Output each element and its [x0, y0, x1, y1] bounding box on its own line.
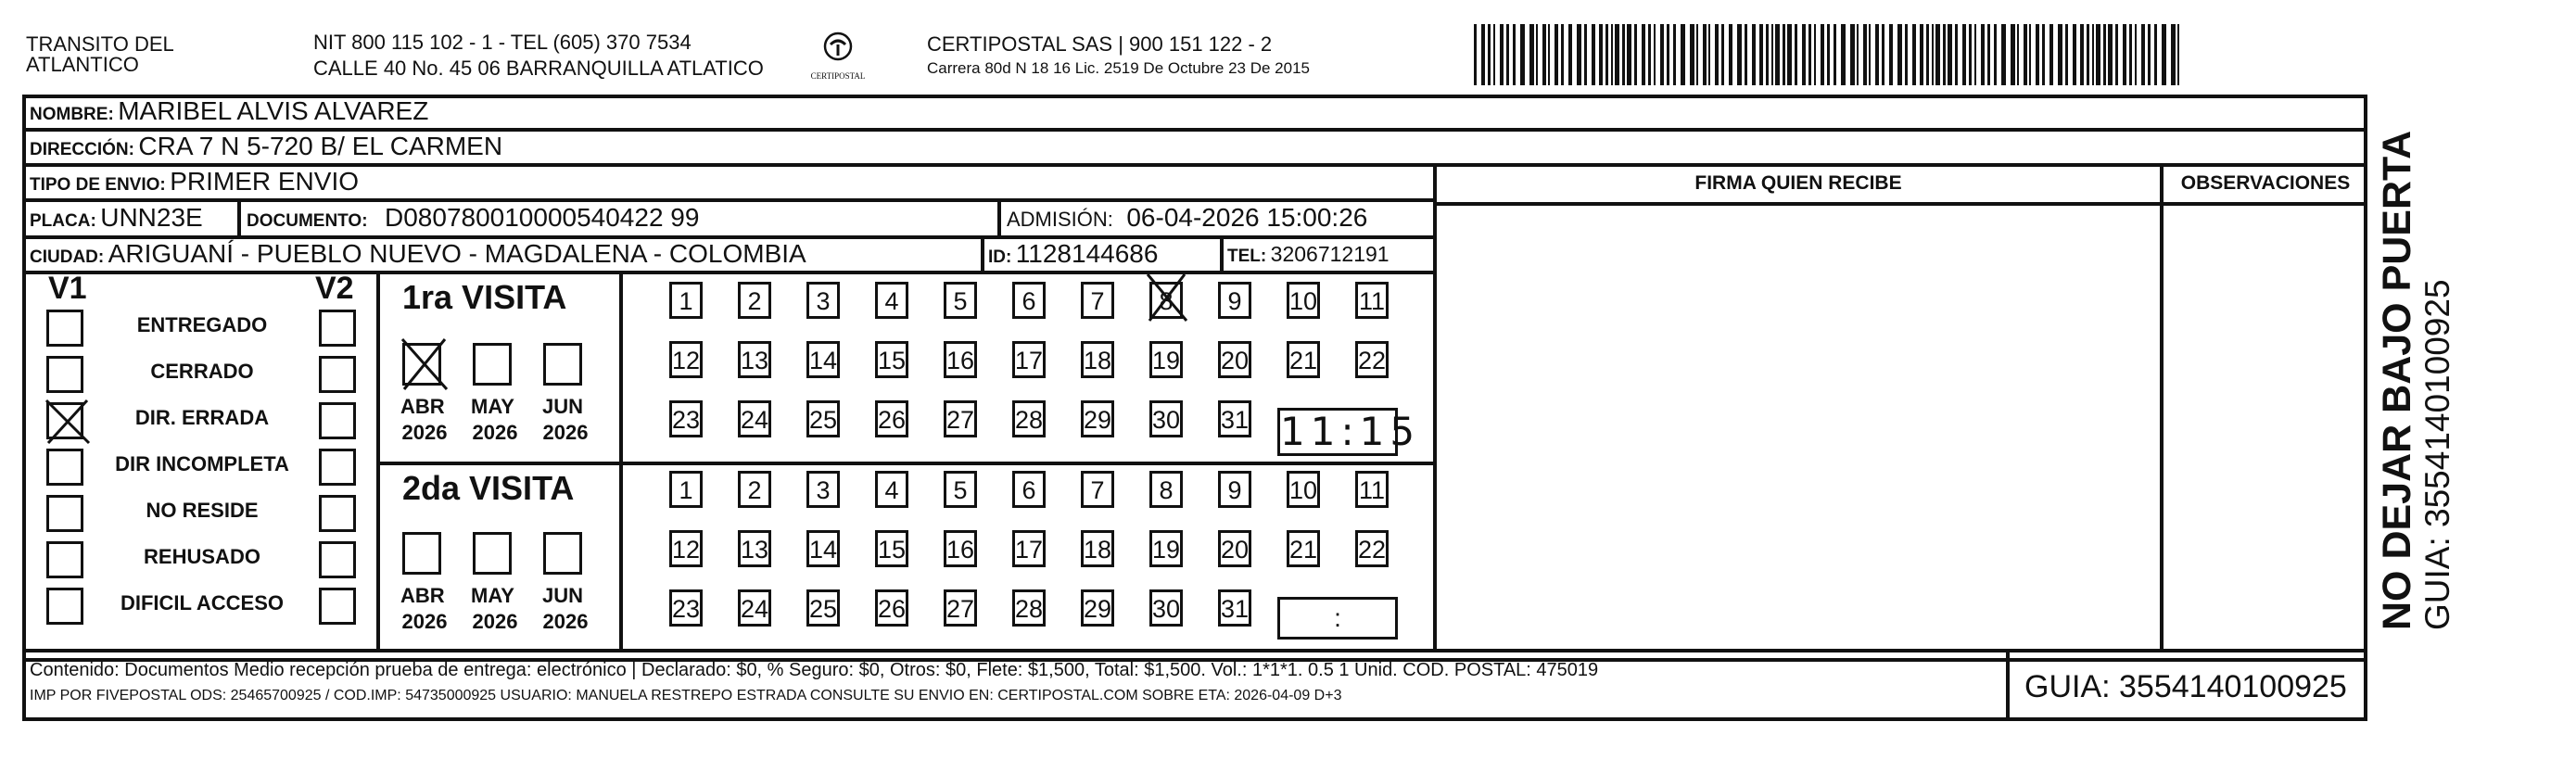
- barcode-bar: [1667, 24, 1669, 85]
- barcode-bar: [1568, 24, 1572, 85]
- day-checkbox[interactable]: 11: [1355, 471, 1389, 508]
- day-checkbox[interactable]: 9: [1218, 471, 1251, 508]
- courier-info: [927, 32, 1310, 80]
- year-label: 2026: [472, 610, 518, 633]
- day-checkbox[interactable]: 4: [875, 471, 908, 508]
- col-divider: [1220, 235, 1224, 271]
- day-checkbox[interactable]: 23: [669, 400, 703, 437]
- logo-text: CERTIPOSTAL: [810, 71, 866, 81]
- ciudad-label: CIUDAD:: [30, 247, 105, 267]
- barcode-bar: [1889, 24, 1893, 85]
- option-label: CERRADO: [150, 360, 254, 383]
- documento-value: D080780010000540422 99: [385, 203, 700, 232]
- barcode-bar: [2017, 24, 2019, 85]
- barcode-bar: [2011, 24, 2015, 85]
- barcode-bar: [1729, 24, 1732, 85]
- barcode-bar: [1703, 24, 1707, 85]
- row-divider: [1433, 202, 2367, 206]
- barcode-bar: [1708, 24, 1710, 85]
- option-label: ENTREGADO: [136, 313, 268, 336]
- barcode-bar: [2135, 24, 2137, 85]
- barcode-bar: [2024, 24, 2027, 85]
- day-checkbox[interactable]: 14: [806, 530, 840, 567]
- day-checkbox[interactable]: 24: [738, 589, 771, 627]
- day-checkbox[interactable]: 18: [1081, 530, 1114, 567]
- barcode-bar: [1802, 24, 1806, 85]
- handwritten-x-mark: [1144, 271, 1190, 324]
- second-visit-time-box[interactable]: [1277, 597, 1398, 640]
- contenido-text: Contenido: Documentos Medio recepción prueba de entrega: electrónico | Declarado: $0, % Seguro: $0, Otros: $0, Flete: $1,500, Total: $1,500. Vol.: 1*1*1. 0.5 1 Unid. COD. POSTAL: 475019: [30, 660, 1599, 680]
- option-label: NO RESIDE: [146, 499, 259, 522]
- barcode-bar: [1605, 24, 1608, 85]
- barcode-bar: [1814, 24, 1816, 85]
- barcode-bar: [1863, 24, 1867, 85]
- day-checkbox[interactable]: 19: [1149, 530, 1183, 567]
- barcode-bar: [1850, 24, 1855, 85]
- month-checkbox[interactable]: [543, 343, 582, 386]
- imp-text: IMP POR FIVEPOSTAL ODS: 25465700925 / COD.IMP: 54735000925 USUARIO: MANUELA RESTREPO ESTRADA CONSULTE SU ENVIO EN: CERTIPOSTAL.COM SOBRE ETA: 2026-04-09 D+3: [30, 688, 1342, 703]
- day-checkbox[interactable]: 24: [738, 400, 771, 437]
- barcode-bar: [1474, 24, 1477, 85]
- barcode-bar: [1912, 24, 1916, 85]
- day-checkbox[interactable]: 3: [806, 471, 840, 508]
- barcode-bar: [1737, 24, 1742, 85]
- day-checkbox[interactable]: 7: [1081, 282, 1114, 319]
- day-checkbox[interactable]: 27: [944, 589, 977, 627]
- year-label: 2026: [542, 610, 589, 633]
- firma-header: FIRMA QUIEN RECIBE: [1694, 172, 1902, 194]
- day-checkbox[interactable]: 17: [1012, 341, 1046, 378]
- admision-label: ADMISIÓN:: [1007, 208, 1113, 231]
- col-divider: [376, 271, 380, 649]
- barcode-bar: [1513, 24, 1516, 85]
- barcode-bar: [1634, 24, 1637, 85]
- day-checkbox[interactable]: 9: [1218, 282, 1251, 319]
- barcode-bar: [1771, 24, 1773, 85]
- barcode-bar: [1869, 24, 1871, 85]
- v1-checkbox[interactable]: [46, 449, 83, 486]
- courier-address: Carrera 80d N 18 16 Lic. 2519 De Octubre 23 De 2015: [927, 59, 1310, 77]
- day-checkbox[interactable]: 23: [669, 589, 703, 627]
- barcode-bar: [2103, 24, 2106, 85]
- barcode-bar: [1721, 24, 1724, 85]
- barcode-bar: [1759, 24, 1763, 85]
- side-text: [2375, 74, 2456, 630]
- v2-checkbox[interactable]: [319, 495, 356, 532]
- day-checkbox[interactable]: 13: [738, 530, 771, 567]
- tipo-envio-value: PRIMER ENVIO: [170, 167, 360, 196]
- day-checkbox[interactable]: 26: [875, 400, 908, 437]
- placa-label: PLACA:: [30, 211, 96, 231]
- barcode-bar: [1787, 24, 1792, 85]
- v2-checkbox[interactable]: [319, 449, 356, 486]
- barcode-bar: [1611, 24, 1613, 85]
- barcode-bar: [1962, 24, 1966, 85]
- barcode-bar: [2092, 24, 2094, 85]
- barcode-bar: [1690, 24, 1694, 85]
- nombre-label: NOMBRE:: [30, 105, 114, 124]
- barcode-bar: [1561, 24, 1564, 85]
- option-label: REHUSADO: [144, 545, 260, 568]
- month-label: MAY: [471, 584, 514, 607]
- day-checkbox[interactable]: 31: [1218, 400, 1251, 437]
- month-checkbox[interactable]: [473, 532, 512, 575]
- month-label: MAY: [471, 395, 514, 418]
- year-label: 2026: [472, 421, 518, 444]
- sender-company-line-2: ATLANTICO: [26, 53, 139, 76]
- day-checkbox[interactable]: 12: [669, 341, 703, 378]
- day-checkbox[interactable]: 30: [1149, 589, 1183, 627]
- barcode-bar: [1834, 24, 1836, 85]
- tel-label: TEL:: [1227, 247, 1267, 266]
- handwritten-x-mark: [399, 336, 450, 393]
- barcode-bar: [1935, 24, 1940, 85]
- day-checkbox[interactable]: 10: [1287, 471, 1320, 508]
- v2-checkbox[interactable]: [319, 310, 356, 347]
- col-divider: [1433, 163, 1437, 652]
- barcode-bar: [1766, 24, 1769, 85]
- documento-field: [247, 201, 699, 239]
- barcode-bar: [1882, 24, 1884, 85]
- placa-field: [30, 201, 203, 239]
- day-checkbox[interactable]: 5: [944, 471, 977, 508]
- v1-checkbox[interactable]: [46, 356, 83, 393]
- barcode-bar: [1857, 24, 1859, 85]
- barcode-bar: [2058, 24, 2062, 85]
- v2-checkbox[interactable]: [319, 402, 356, 439]
- barcode-bar: [2042, 24, 2045, 85]
- second-visit-title: 2da VISITA: [402, 469, 575, 507]
- barcode-bar: [2115, 24, 2118, 85]
- v1-checkbox[interactable]: [46, 588, 83, 625]
- second-visit-time: :: [1334, 603, 1341, 632]
- admision-field: [1007, 201, 1367, 239]
- day-checkbox[interactable]: 10: [1287, 282, 1320, 319]
- day-checkbox[interactable]: 2: [738, 282, 771, 319]
- barcode-bar: [1987, 24, 1990, 85]
- day-checkbox[interactable]: 2: [738, 471, 771, 508]
- day-checkbox[interactable]: 29: [1081, 589, 1114, 627]
- day-checkbox[interactable]: 1: [669, 282, 703, 319]
- ciudad-value: ARIGUANÍ - PUEBLO NUEVO - MAGDALENA - COLOMBIA: [108, 239, 806, 268]
- day-checkbox[interactable]: 17: [1012, 530, 1046, 567]
- direccion-value: CRA 7 N 5-720 B/ EL CARMEN: [138, 132, 503, 160]
- first-visit-time: 11:15: [1280, 409, 1421, 454]
- barcode-bar: [2065, 24, 2068, 85]
- day-checkbox[interactable]: 21: [1287, 530, 1320, 567]
- id-label: ID:: [988, 247, 1012, 267]
- day-checkbox[interactable]: 13: [738, 341, 771, 378]
- barcode-bar: [1529, 24, 1534, 85]
- col-divider: [2160, 163, 2164, 652]
- v2-header: V2: [315, 271, 354, 306]
- month-label: ABR: [400, 584, 445, 607]
- day-checkbox[interactable]: 15: [875, 530, 908, 567]
- barcode-bar: [1875, 24, 1879, 85]
- month-label: JUN: [541, 395, 583, 418]
- v1-checkbox[interactable]: [46, 310, 83, 347]
- barcode-bar: [2129, 24, 2132, 85]
- first-visit-title: 1ra VISITA: [402, 278, 567, 316]
- v2-checkbox[interactable]: [319, 541, 356, 578]
- direccion-field: [30, 130, 502, 168]
- day-checkbox[interactable]: 6: [1012, 282, 1046, 319]
- barcode-bar: [1994, 24, 1997, 85]
- barcode-bar: [2001, 24, 2006, 85]
- barcode-bar: [1660, 24, 1664, 85]
- v1-checkbox[interactable]: [46, 495, 83, 532]
- barcode-bar: [1673, 24, 1676, 85]
- barcode-bar: [1615, 24, 1619, 85]
- barcode-bar: [2108, 24, 2113, 85]
- barcode-bar: [1627, 24, 1631, 85]
- sender-company: [26, 32, 174, 78]
- tipo-envio-label: TIPO DE ENVIO:: [30, 175, 166, 195]
- month-checkbox[interactable]: [543, 532, 582, 575]
- day-checkbox[interactable]: 22: [1355, 530, 1389, 567]
- barcode-bar: [2177, 24, 2179, 85]
- barcode-bar: [1926, 24, 1929, 85]
- option-label: DIFICIL ACCESO: [120, 591, 284, 614]
- month-checkbox[interactable]: [402, 532, 441, 575]
- sender-info: [313, 30, 764, 82]
- day-checkbox[interactable]: 31: [1218, 589, 1251, 627]
- barcode-bar: [1715, 24, 1719, 85]
- certipostal-logo-icon: [805, 32, 871, 74]
- year-label: 2026: [542, 421, 589, 444]
- barcode-bar: [1599, 24, 1603, 85]
- day-checkbox[interactable]: 27: [944, 400, 977, 437]
- barcode-bar: [1481, 24, 1485, 85]
- day-checkbox[interactable]: 8: [1149, 282, 1183, 319]
- day-checkbox[interactable]: 20: [1218, 341, 1251, 378]
- direccion-label: DIRECCIÓN:: [30, 140, 134, 159]
- barcode-bar: [1548, 24, 1550, 85]
- col-divider: [237, 198, 241, 235]
- placa-value: UNN23E: [100, 203, 203, 232]
- day-checkbox[interactable]: 7: [1081, 471, 1114, 508]
- barcode-bar: [1536, 24, 1538, 85]
- barcode-bar: [2029, 24, 2031, 85]
- day-checkbox[interactable]: 14: [806, 341, 840, 378]
- tel-field: [1227, 237, 1390, 274]
- barcode-bar: [2036, 24, 2039, 85]
- nombre-value: MARIBEL ALVIS ALVAREZ: [118, 96, 429, 125]
- barcode-bar: [1974, 24, 1976, 85]
- month-label: ABR: [400, 395, 445, 418]
- barcode-bar: [1500, 24, 1504, 85]
- barcode-bar: [1642, 24, 1645, 85]
- day-checkbox[interactable]: 21: [1287, 341, 1320, 378]
- option-label: DIR INCOMPLETA: [115, 452, 289, 475]
- barcode-bar: [1932, 24, 1934, 85]
- barcode-bar: [1506, 24, 1509, 85]
- v2-checkbox[interactable]: [319, 356, 356, 393]
- barcode-bar: [1905, 24, 1908, 85]
- barcode-bar: [1795, 24, 1797, 85]
- side-guia: GUIA: 3554140100925: [2418, 279, 2456, 630]
- barcode-bar: [1542, 24, 1546, 85]
- year-label: 2026: [401, 610, 448, 633]
- day-checkbox[interactable]: 1: [669, 471, 703, 508]
- barcode-bar: [1821, 24, 1824, 85]
- barcode-bar: [1955, 24, 1958, 85]
- day-checkbox[interactable]: 5: [944, 282, 977, 319]
- barcode: [1474, 24, 2186, 85]
- sender-company-line-1: TRANSITO DEL: [26, 32, 174, 56]
- col-divider: [997, 198, 1001, 235]
- id-field: [988, 237, 1158, 275]
- barcode-bar: [1897, 24, 1902, 85]
- day-checkbox[interactable]: 12: [669, 530, 703, 567]
- barcode-bar: [2049, 24, 2053, 85]
- barcode-bar: [1681, 24, 1685, 85]
- barcode-bar: [2154, 24, 2157, 85]
- day-checkbox[interactable]: 30: [1149, 400, 1183, 437]
- day-checkbox[interactable]: 25: [806, 589, 840, 627]
- barcode-bar: [2073, 24, 2076, 85]
- barcode-bar: [2123, 24, 2126, 85]
- barcode-bar: [1520, 24, 1525, 85]
- day-checkbox[interactable]: 26: [875, 589, 908, 627]
- barcode-bar: [1622, 24, 1625, 85]
- day-checkbox[interactable]: 28: [1012, 589, 1046, 627]
- barcode-bar: [1554, 24, 1558, 85]
- day-checkbox[interactable]: 18: [1081, 341, 1114, 378]
- v1-checkbox[interactable]: [46, 541, 83, 578]
- barcode-bar: [1841, 24, 1846, 85]
- barcode-bar: [1981, 24, 1985, 85]
- barcode-bar: [1592, 24, 1595, 85]
- nombre-field: [30, 95, 428, 133]
- barcode-bar: [1752, 24, 1756, 85]
- barcode-bar: [1783, 24, 1785, 85]
- barcode-bar: [1745, 24, 1747, 85]
- day-checkbox[interactable]: 4: [875, 282, 908, 319]
- ciudad-field: [30, 237, 806, 275]
- barcode-bar: [1943, 24, 1946, 85]
- barcode-bar: [2080, 24, 2084, 85]
- year-label: 2026: [401, 421, 448, 444]
- handwritten-x-mark: [43, 397, 93, 447]
- barcode-bar: [1696, 24, 1698, 85]
- month-label: JUN: [541, 584, 583, 607]
- day-checkbox[interactable]: 15: [875, 341, 908, 378]
- day-checkbox[interactable]: 29: [1081, 400, 1114, 437]
- first-visit-time-box[interactable]: [1277, 408, 1421, 456]
- col-divider: [619, 271, 623, 649]
- day-checkbox[interactable]: 20: [1218, 530, 1251, 567]
- tel-value: 3206712191: [1270, 242, 1390, 266]
- barcode-bar: [1648, 24, 1651, 85]
- barcode-bar: [2148, 24, 2151, 85]
- barcode-bar: [1577, 24, 1581, 85]
- v2-checkbox[interactable]: [319, 588, 356, 625]
- courier-line: CERTIPOSTAL SAS | 900 151 122 - 2: [927, 32, 1273, 56]
- tipo-envio-field: [30, 165, 359, 203]
- barcode-bar: [1948, 24, 1952, 85]
- barcode-bar: [2171, 24, 2176, 85]
- barcode-bar: [1808, 24, 1811, 85]
- barcode-graphic: [1474, 24, 2186, 85]
- barcode-bar: [2096, 24, 2100, 85]
- barcode-bar: [1827, 24, 1830, 85]
- barcode-bar: [1493, 24, 1495, 85]
- nit-line: NIT 800 115 102 - 1 - TEL (605) 370 7534: [313, 31, 692, 54]
- v1-header: V1: [48, 271, 87, 306]
- barcode-bar: [1488, 24, 1491, 85]
- barcode-bar: [2087, 24, 2089, 85]
- visit-divider: [376, 462, 1433, 465]
- certipostal-logo: [805, 32, 871, 81]
- day-checkbox[interactable]: 22: [1355, 341, 1389, 378]
- barcode-bar: [1969, 24, 1972, 85]
- option-label: DIR. ERRADA: [134, 406, 270, 429]
- day-checkbox[interactable]: 8: [1149, 471, 1183, 508]
- barcode-bar: [1920, 24, 1923, 85]
- day-checkbox[interactable]: 19: [1149, 341, 1183, 378]
- sender-address: CALLE 40 No. 45 06 BARRANQUILLA ATLATICO: [313, 57, 764, 80]
- id-value: 1128144686: [1015, 239, 1159, 268]
- barcode-bar: [2141, 24, 2145, 85]
- day-checkbox[interactable]: 11: [1355, 282, 1389, 319]
- day-checkbox[interactable]: 16: [944, 530, 977, 567]
- barcode-bar: [1654, 24, 1656, 85]
- footer-guia: GUIA: 3554140100925: [2024, 669, 2347, 704]
- barcode-bar: [2162, 24, 2166, 85]
- day-checkbox[interactable]: 28: [1012, 400, 1046, 437]
- barcode-bar: [1775, 24, 1780, 85]
- documento-label: DOCUMENTO:: [247, 211, 368, 231]
- day-checkbox[interactable]: 16: [944, 341, 977, 378]
- day-checkbox[interactable]: 6: [1012, 471, 1046, 508]
- month-checkbox[interactable]: [473, 343, 512, 386]
- day-checkbox[interactable]: 25: [806, 400, 840, 437]
- barcode-bar: [1584, 24, 1587, 85]
- side-warning: NO DEJAR BAJO PUERTA: [2375, 130, 2419, 630]
- col-divider: [981, 235, 984, 271]
- day-checkbox[interactable]: 3: [806, 282, 840, 319]
- observaciones-header: OBSERVACIONES: [2180, 172, 2351, 194]
- admision-value: 06-04-2026 15:00:26: [1126, 203, 1368, 232]
